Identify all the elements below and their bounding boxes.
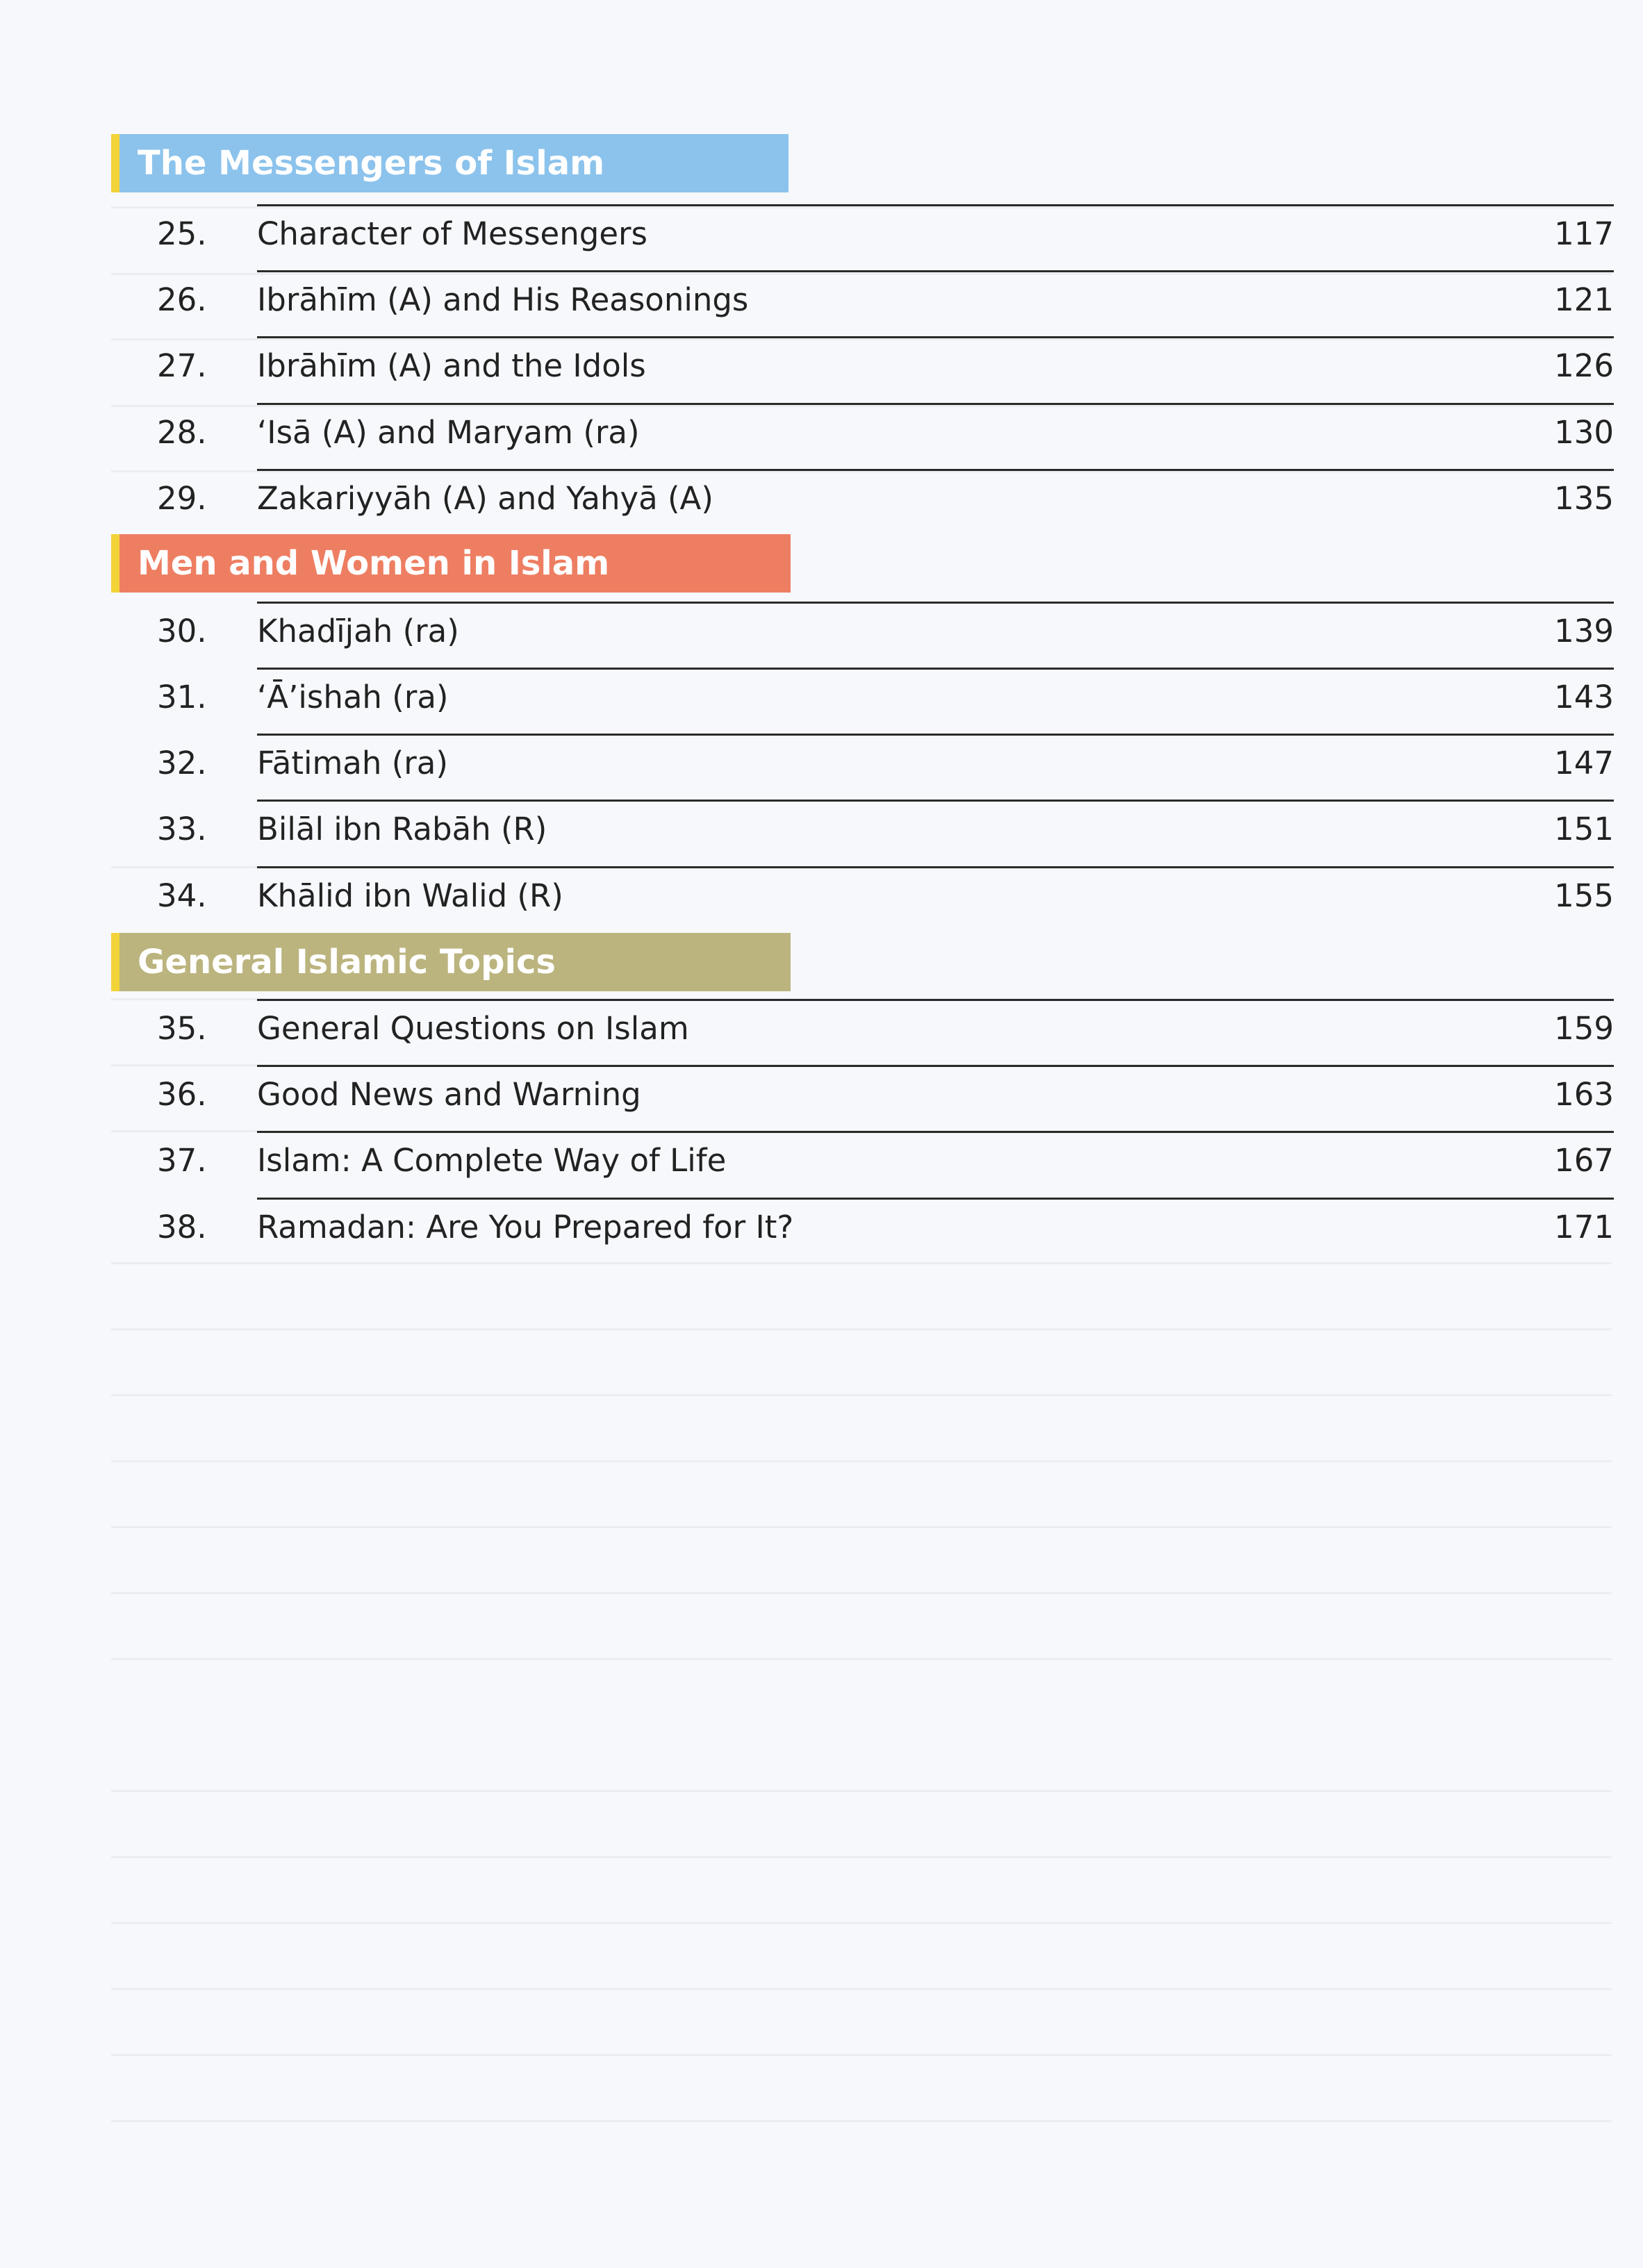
entry-title: Good News and Warning: [257, 1076, 641, 1113]
entry-number: 27.: [157, 347, 207, 384]
toc-entry[interactable]: [0, 204, 1643, 270]
entry-number: 32.: [157, 745, 207, 781]
entry-number: 30.: [157, 613, 207, 649]
toc-entry[interactable]: [0, 734, 1643, 800]
entry-title: Bilāl ibn Rabāh (R): [257, 811, 547, 847]
toc-entry[interactable]: [0, 270, 1643, 336]
entry-page: 171: [1554, 1209, 1614, 1245]
entry-title: Ibrāhīm (A) and His Reasonings: [257, 281, 749, 318]
entry-title: ‘Isā (A) and Maryam (ra): [257, 414, 640, 451]
toc-entry[interactable]: [0, 1198, 1643, 1264]
toc-entry[interactable]: [0, 866, 1643, 932]
toc-entry[interactable]: [0, 668, 1643, 734]
toc-entry[interactable]: [0, 800, 1643, 866]
entry-title: Fātimah (ra): [257, 745, 448, 781]
entry-page: 130: [1554, 414, 1614, 451]
toc-entry[interactable]: [0, 1065, 1643, 1131]
entry-number: 36.: [157, 1076, 207, 1113]
entry-number: 28.: [157, 414, 207, 451]
entry-title: General Questions on Islam: [257, 1010, 689, 1047]
section-header-messengers: [111, 134, 789, 192]
entry-title: Khālid ibn Walid (R): [257, 877, 563, 914]
entry-title: Zakariyyāh (A) and Yahyā (A): [257, 480, 713, 517]
entry-page: 126: [1554, 347, 1614, 384]
entry-page: 151: [1554, 811, 1614, 847]
entry-title: Islam: A Complete Way of Life: [257, 1142, 727, 1179]
toc-entry[interactable]: [0, 602, 1643, 668]
entry-page: 135: [1554, 480, 1614, 517]
entry-page: 139: [1554, 613, 1614, 649]
entry-page: 155: [1554, 877, 1614, 914]
entry-title: Ramadan: Are You Prepared for It?: [257, 1209, 794, 1245]
toc-entry[interactable]: [0, 336, 1643, 402]
toc-entry[interactable]: [0, 999, 1643, 1065]
toc-entry[interactable]: [0, 1131, 1643, 1197]
entry-number: 33.: [157, 811, 207, 847]
entry-page: 147: [1554, 745, 1614, 781]
section-header-men-women: [111, 534, 791, 593]
entry-title: Khadījah (ra): [257, 613, 459, 649]
toc-entry[interactable]: [0, 403, 1643, 469]
entry-number: 25.: [157, 215, 207, 252]
entry-page: 163: [1554, 1076, 1614, 1113]
entry-title: ‘Ā’ishah (ra): [257, 679, 449, 715]
entry-number: 29.: [157, 480, 207, 517]
entry-number: 37.: [157, 1142, 207, 1179]
entry-page: 159: [1554, 1010, 1614, 1047]
entry-page: 121: [1554, 281, 1614, 318]
section-title: The Messengers of Islam: [138, 144, 605, 183]
entry-number: 38.: [157, 1209, 207, 1245]
section-title: General Islamic Topics: [138, 943, 556, 982]
entry-page: 167: [1554, 1142, 1614, 1179]
entry-number: 35.: [157, 1010, 207, 1047]
entry-number: 31.: [157, 679, 207, 715]
entry-page: 117: [1554, 215, 1614, 252]
entry-page: 143: [1554, 679, 1614, 715]
section-title: Men and Women in Islam: [138, 544, 610, 583]
entry-title: Character of Messengers: [257, 215, 647, 252]
entry-title: Ibrāhīm (A) and the Idols: [257, 347, 646, 384]
entry-number: 34.: [157, 877, 207, 914]
toc-entry[interactable]: [0, 469, 1643, 535]
entry-number: 26.: [157, 281, 207, 318]
section-header-general-topics: [111, 933, 791, 991]
